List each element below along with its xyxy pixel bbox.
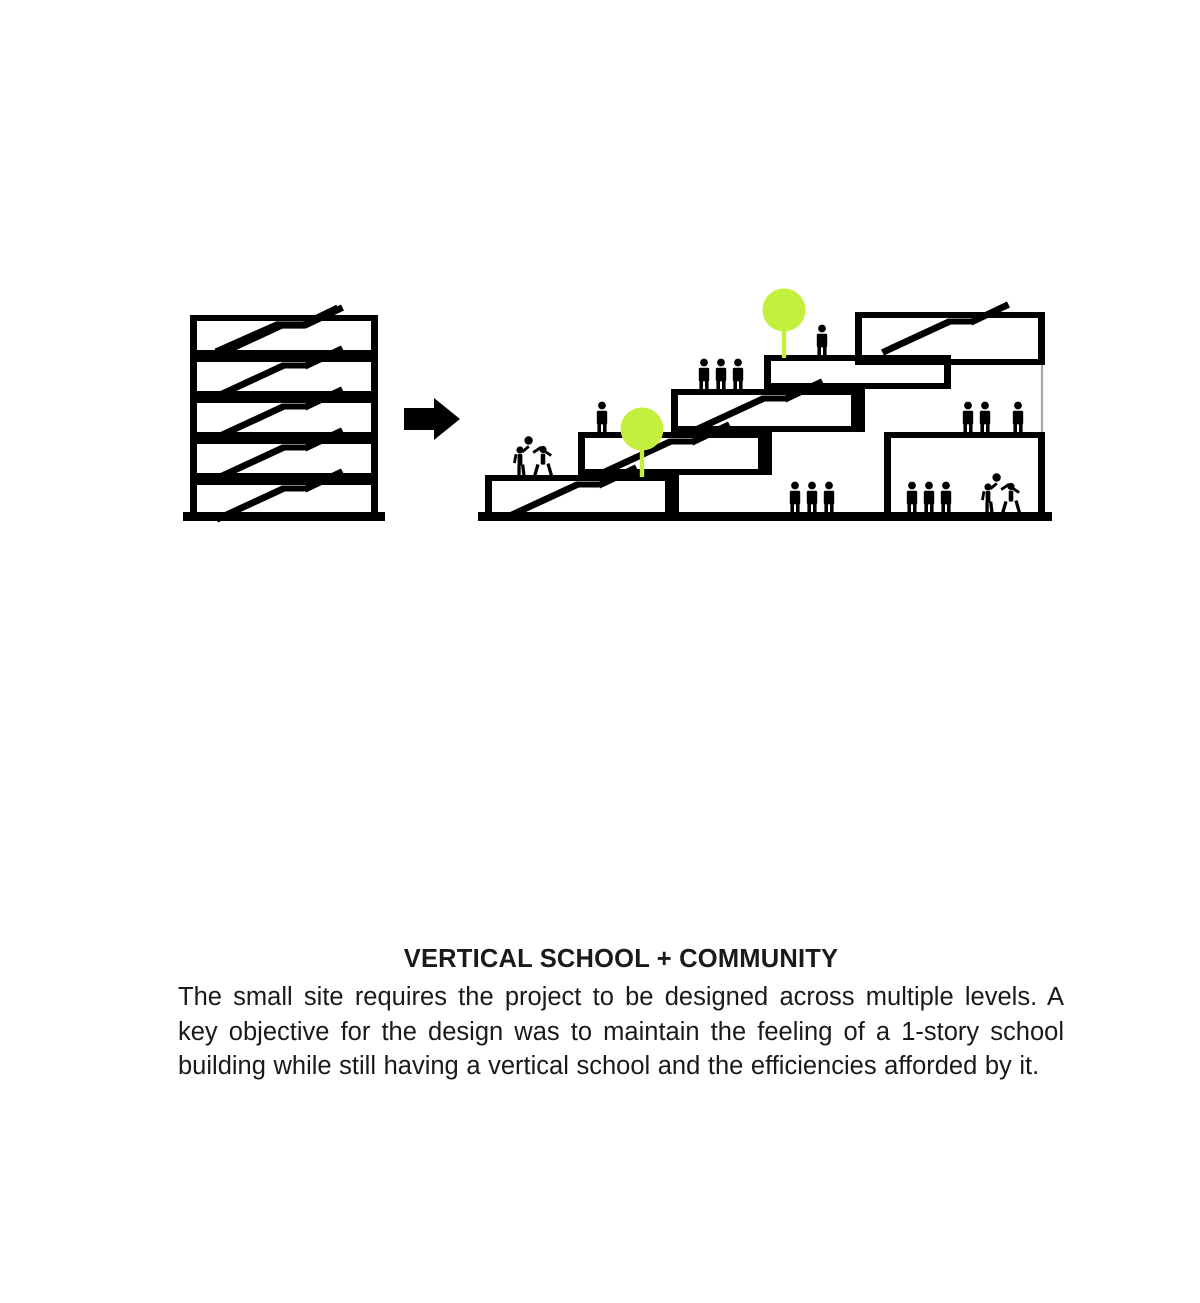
- transform-arrow-icon: [404, 398, 460, 440]
- caption-paragraph: The small site requires the project to be designed across multiple levels. A key objective for the design was to maintain the feeling of a 1-story school building while still having a vertical school and the efficiencies afforded by it.: [178, 982, 1064, 1081]
- diagram-illustration: [0, 0, 1200, 620]
- figures-fourth-terrace: [817, 325, 827, 357]
- page-title: VERTICAL SCHOOL + COMMUNITY: [403, 945, 839, 973]
- tower-stairs: [215, 305, 344, 523]
- figures-second-terrace: [597, 402, 607, 434]
- right-stepped-massing: [478, 289, 1052, 522]
- massing-ground-line: [478, 512, 1052, 521]
- tree-lower: [621, 408, 664, 478]
- figures-upper-right: [963, 402, 1023, 434]
- figures-ground-right-play: [981, 473, 1021, 514]
- figures-third-terrace: [699, 359, 743, 391]
- tower-ground-line: [183, 512, 385, 521]
- figures-lowest-terrace: [513, 436, 553, 477]
- terrace-stair-runs: [509, 302, 1010, 519]
- left-stacked-tower: [183, 305, 385, 523]
- caption-block: [178, 944, 1064, 1084]
- tree-upper: [763, 289, 806, 359]
- figures-ground-right: [907, 482, 951, 514]
- diagram-svg: [0, 0, 1200, 620]
- figures-ground-middle: [790, 482, 834, 514]
